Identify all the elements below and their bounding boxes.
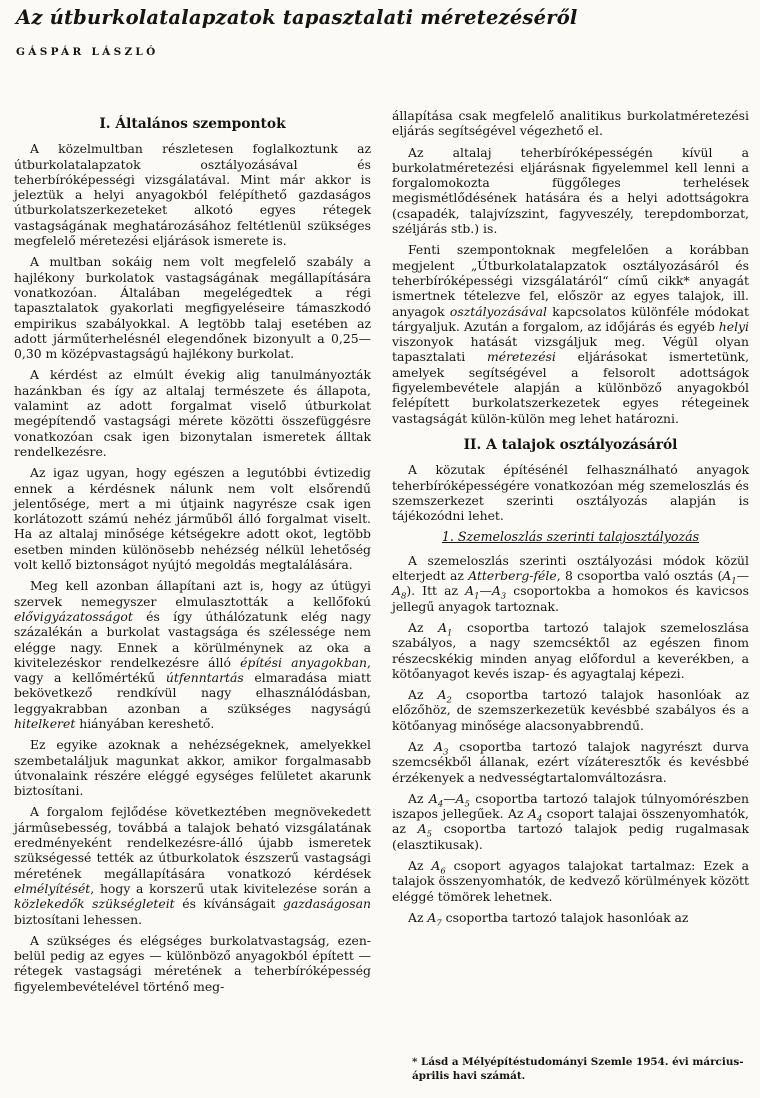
paragraph: Az $A_2$ csoportba tartozó talajok hasonlóak az előzőhöz, de szemszerkezetük kevésbbé szabályos és a kötőanyag minősége alacsonyabbrendű.	[392, 687, 749, 733]
paragraph: A szemeloszlás szerinti osztályozási módok közül elterjedt az Atterberg-féle, 8 csoportba való osztás $(A_1—A_8)$. Itt az $A_1—A_3$ csoportokba a homokos és kavicsos jellegű anyagok tartoznak.	[392, 552, 749, 614]
paragraph: Az igaz ugyan, hogy egészen a legutóbbi évtizedig ennek a kérdésnek nálunk nem volt elsőrendű jelentősége, mert a mi útjaink nagyrésze csak igen korlátozott számú nehéz járműből álló forgalmat viselt. Ha az altalaj minősége kétségekre adott okot, legtöbb esetben minden különösebb nehézség nélkül lehetőség volt kellő biztonságot nyújtó megoldás megtalálására.	[14, 465, 371, 573]
symbol: $A_5$	[417, 821, 432, 839]
paragraph: A közelmultban részletesen foglalkoztunk az útburkolatalapzatok osztályozásával és teherbíróképességi vizsgálatával. Mint már akkor is jeleztük a helyi anyagokból felépíthető gazdaságos útburkolatszerkezeteket alkotó egyes rétegek vastagságának meghatározásához feltétlenül szükséges megfelelő méretezési eljárások ismerete is.	[14, 141, 371, 249]
emphasis: méretezési	[487, 349, 556, 365]
paragraph: A multban sokáig nem volt megfelelő szabály a hajlékony burkolatok vastagságának megállapítására vonatkozóan. Általában megelégedtek a régi tapasztalatok gyakorlati megfigyeléseire támaszkodó empirikus szabályokkal. A legtöbb talaj esetében az adott járműterhelésnél elegendőnek bizonyult a 0,25—0,30 m középvastagságú hajlékony burkolat.	[14, 254, 371, 362]
paragraph: Az altalaj teherbíróképességén kívül a burkolatméretezési eljárásnak figyelemmel kell lenni a forgalomokozta függőleges terhelések megismétlődésének hatására és a helyi adottságokra (csapadék, talajvízszint, fagyveszély, terepdomborzat, széljárás stb.) is.	[392, 144, 749, 237]
paragraph: Meg kell azonban állapítani azt is, hogy az útügyi szervek nemegyszer elmulasztották a kellőfokú elővigyázatosságot és így úthálózatunk elég nagy százalékán a burkolat vastagsága és szélessége nem elégge nagy. Ennek a körülménynek az oka a kivitelezéskor rendelkezésre álló építési anyagokban, vagy a kellőmértékű útfenntartás elmaradása miatt bekövetkező rendkívül nagy elhasználódásban, leggyakrabban azonban a szükséges nagyságú hitelkeret hiányában kereshető.	[14, 578, 371, 731]
article-title: Az útburkolatalapzatok tapasztalati méretezéséről	[16, 6, 578, 29]
paragraph: A forgalom fejlődése következtében megnövekedett jármûsebesség, továbbá a talajok beható vizsgálatának eredményeként rendelkezésre-álló újabb ismeretek szükségessé tették az útburkolatok észszerű vastagsági méretének megállapítására vonatkozó kérdések elmélyítését, hogy a korszerű utak kivitelezése során a közlekedők szükségleteit és kívánságait gazdaságosan biztosítani lehessen.	[14, 804, 371, 927]
emphasis: építési anyagokban	[240, 654, 368, 670]
symbol: $A_7$	[427, 909, 442, 928]
symbol: $A_1$	[438, 619, 453, 638]
left-column	[14, 108, 371, 1000]
emphasis: hitelkeret	[14, 715, 76, 731]
emphasis: Atterberg-féle	[468, 568, 557, 584]
paragraph: Az $A_4—A_5$ csoportba tartozó talajok túlnyomórészben iszapos jellegűek. Az $A_4$ csoport talajai összenyomhatók, az $A_5$ csoportba tartozó talajok pedig rugalmasak (elasztikusak).	[392, 790, 750, 852]
footnote: * Lásd a Mélyépítéstudományi Szemle 1954. évi március-április havi számát.	[412, 1056, 744, 1082]
emphasis: osztályozásával	[449, 303, 548, 319]
paragraph: A közutak építésénél felhasználható anyagok teherbíróképességére vonatkozóan még szemeloszlás és szemszerkezet szerinti osztályozás alapján is tájékozódni lehet.	[392, 462, 749, 524]
symbol: $A_1—A_3$	[465, 583, 507, 601]
paragraph: állapítása csak megfelelő analitikus burkolatméretezési eljárás segítségével végezhető el.	[392, 108, 749, 139]
symbol: $A_3$	[434, 738, 449, 757]
paragraph: Fenti szempontoknak megfelelően a korábban megjelent „Útburkolatalapzatok osztályozásáról és teherbíróképességi vizsgálatáról“ című cikk* anyagát ismertnek tételezve fel, először az egyes talajok, ill. anyagok osztályozásával kapcsolatos különféle módokat tárgyaljuk. Azután a forgalom, az időjárás és egyéb helyi viszonyok hatását vizsgáljuk meg. Végül olyan tapasztalati méretezési eljárásokat ismertetünk, amelyek segítségével a felsorolt adottságok figyelembevétele alapján a különböző anyagokból felépített burkolatszerkezetek egyes rétegeinek vastagságát külön-külön meg lehet határozni.	[392, 242, 750, 426]
paragraph: Az $A_7$ csoportba tartozó talajok hasonlóak az	[408, 909, 689, 928]
paragraph: Az $A_1$ csoportba tartozó talajok szemeloszlása szabályos, a nagy szemcséktől az egészen finom részecskékig minden anyag előfordul a keverékben, a kötőanyagot kevés iszap- és agyagtalaj képezi.	[392, 619, 749, 681]
right-column	[392, 108, 749, 931]
symbol: $A_1—A_8$	[392, 568, 749, 601]
emphasis: helyi	[718, 318, 749, 334]
symbol: $A_4—A_5$	[428, 790, 470, 809]
emphasis: útfenntartás	[165, 670, 244, 686]
paragraph: Ez egyike azoknak a nehézségeknek, amelyekkel szembetaláljuk magunkat akkor, amikor forgalmasabb útvonalaink részére eléggé egységes felületet akarunk biztosítani.	[14, 737, 371, 799]
paragraph: A szükséges és elégséges burkolatvastagság, ezen-belül pedig az egyes — különböző anyagokból épített — rétegek vastagsági méretének a teherbíróképesség figyelembevételével történő meg-	[14, 932, 371, 994]
section-heading-1: I. Általános szempontok	[99, 116, 286, 132]
emphasis: gazdaságosan	[282, 896, 371, 912]
symbol: $A_4$	[527, 806, 543, 824]
author-name: GÁSPÁR LÁSZLÓ	[16, 46, 159, 58]
paragraph: Az $A_3$ csoportba tartozó talajok nagyrészt durva szemcsékből állanak, ezért vízáteresztők és kevésbbé érzékenyek a nedvességtartalomváltozásra.	[392, 738, 749, 785]
paragraph: A kérdést az elmúlt évekig alig tanulmányozták hazánkban és így az altalaj természete és állapota, valamint az adott forgalmat viselő útburkolat megépítendő vastagsági mérete közötti összefüggésre vonatkozóan csak igen bizonytalan ismeretek álltak rendelkezésre.	[14, 367, 371, 459]
symbol: $A_2$	[437, 687, 452, 705]
paragraph: Az $A_6$ csoport agyagos talajokat tartalmaz: Ezek a talajok összenyomhatók, de kedvező körülmények között eléggé tömörek lehetnek.	[392, 858, 749, 904]
subsection-heading: 1. Szemeloszlás szerinti talajosztályozás	[441, 529, 700, 545]
emphasis: elmélyítését	[14, 880, 91, 896]
section-heading-2: II. A talajok osztályozásáról	[463, 436, 678, 453]
symbol: $A_6$	[431, 858, 446, 876]
emphasis: elővigyázatosságot	[14, 608, 133, 624]
emphasis: közlekedők szükségleteit	[14, 896, 175, 912]
